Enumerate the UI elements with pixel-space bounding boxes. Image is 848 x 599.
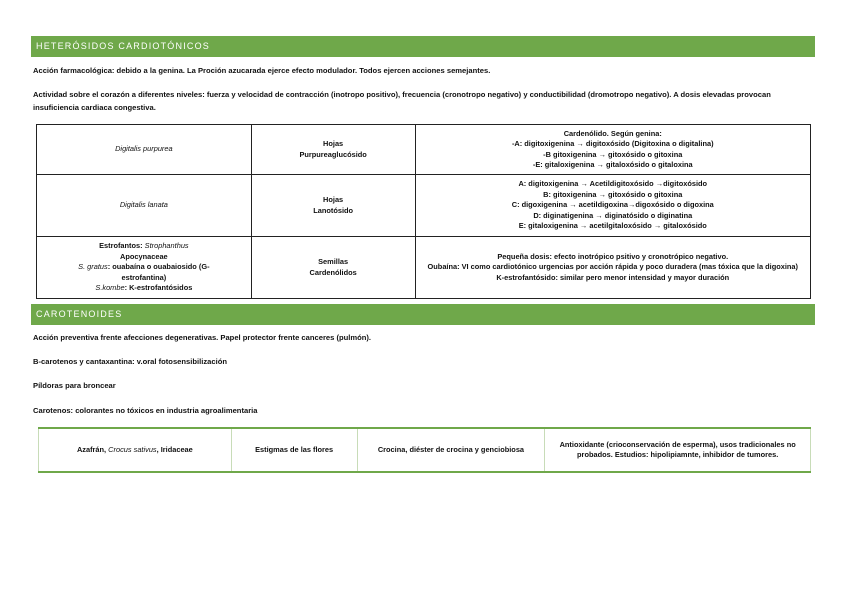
organ-cell: Estigmas de las flores [231,428,357,472]
table-row [37,175,811,237]
table-row [37,237,811,299]
organ-cell: Hojas Lanotósido [251,175,415,237]
plant-cell: Digitalis purpurea [37,125,252,175]
compound-cell: Crocina, diéster de crocina y genciobiosa [357,428,545,472]
paragraph-actividad-corazon: Actividad sobre el corazón a diferentes niveles: fuerza y velocidad de contracción (inotropo positivo), frecuencia (cronotropo negativo) y conductibilidad (dromotropo negativo). A dosis elevadas provocan insuficiencia cardiaca congestiva. [33,90,771,112]
section-header-heterosidos: HETERÓSIDOS CARDIOTÓNICOS [31,36,815,57]
uses-cell: Antioxidante (crioconservación de esperma), usos tradicionales no probados. Estudios: hipolipiamnte, inhibidor de tumores. [545,428,811,472]
section-header-carotenoides: CAROTENOIDES [31,304,815,325]
table-row [39,428,811,472]
plant-cell: Azafrán, Crocus sativus, Iridaceae [39,428,232,472]
paragraph-b-carotenos: B-carotenos y cantaxantina: v.oral fotosensibilización [33,357,227,366]
notes-cell: A: digitoxigenina → Acetildigitoxósido →digitoxósido B: gitoxigenina → gitoxósido o gitoxina C: digoxigenina → acetildigoxina→digoxósido o digoxina D: diginatigenina → diginatósido o diginatina E: gitaloxigenina → acetilgitaloxósido → gitaloxósido [415,175,810,237]
plant-cell: Digitalis lanata [37,175,252,237]
organ-cell: Semillas Cardenólidos [251,237,415,299]
organ-cell: Hojas Purpureaglucósido [251,125,415,175]
paragraph-accion-preventiva: Acción preventiva frente afecciones degenerativas. Papel protector frente canceres (pulmón). [33,333,372,342]
notes-cell: Pequeña dosis: efecto inotrópico psitivo y cronotrópico negativo. Oubaína: VI como cardiotónico urgencias por acción rápida y poco duradera (mas tóxica que la digoxina) K-estrofantósido: similar pero menor intensidad y mayor duración [415,237,810,299]
plant-cell: Estrofantos: Strophanthus Apocynaceae S. gratus: ouabaína o ouabaiosido (G- estrofantina) S.kombe: K-estrofantósidos [37,237,252,299]
table-row [37,125,811,175]
paragraph-carotenos: Carotenos: colorantes no tóxicos en industria agroalimentaria [33,406,258,415]
paragraph-accion-farmacologica: Acción farmacológica: debido a la genina. La Proción azucarada ejerce efecto modulador. Todos ejercen acciones semejantes. [33,66,491,75]
notes-cell: Cardenólido. Según genina: -A: digitoxigenina → digitoxósido (Digitoxina o digitalina) -B gitoxigenina → gitoxósido o gitoxina -E: gitaloxigenina → gitaloxósido o gitaloxina [415,125,810,175]
heterosidos-table [36,124,811,299]
paragraph-pildoras: Píldoras para broncear [33,381,116,390]
carotenoides-table [38,427,811,473]
